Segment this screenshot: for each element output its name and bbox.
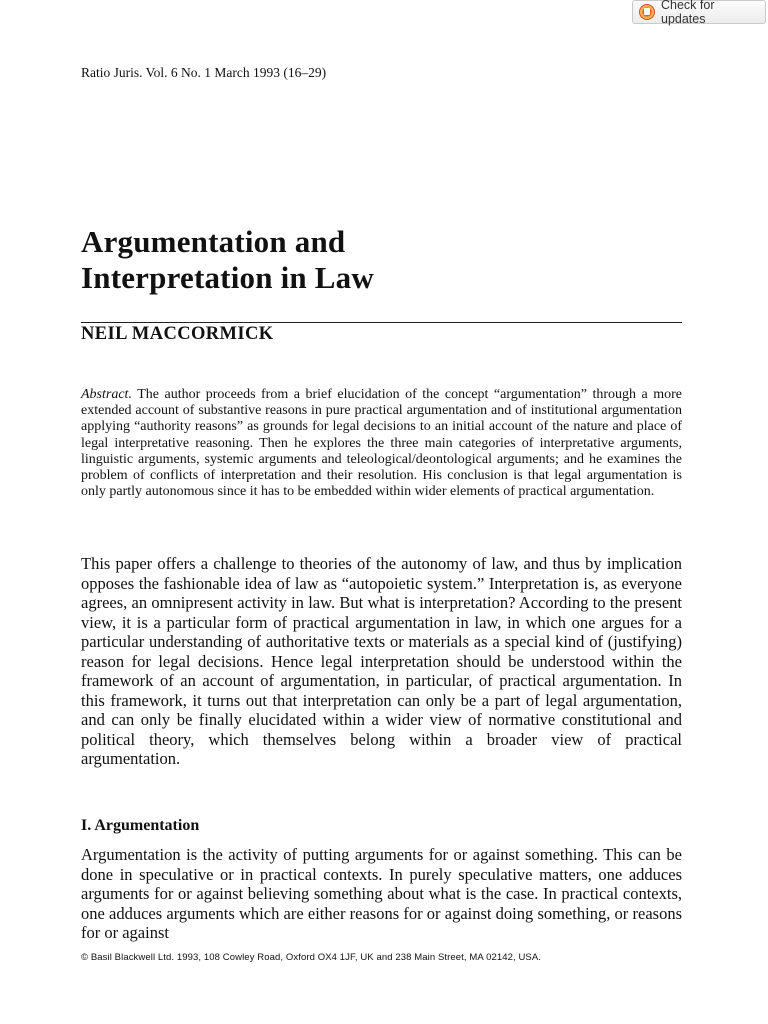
check-for-updates-icon <box>639 4 655 20</box>
article-title <box>81 224 682 296</box>
author-name: NEIL MACCORMICK <box>81 324 274 344</box>
abstract-text: The author proceeds from a brief elucidation of the concept “argumentation” through a more extended account of substantive reasons in pure practical argumentation and of institutional argumentation applying “authority reasons” as grounds for legal decisions to an initial account of the nature and place of legal interpretative reasoning. Then he explores the three main categories of interpretative arguments, linguistic arguments, systemic arguments and teleological/deontological arguments; and he examines the problem of conflicts of interpretation and their resolution. His conclusion is that legal argumentation is only partly autonomous since it has to be embedded within wider elements of practical argumentation. <box>81 387 682 500</box>
abstract-label: Abstract. <box>81 387 132 402</box>
title-line-1: Argumentation and <box>81 224 346 259</box>
title-rule <box>81 322 682 323</box>
journal-citation: Ratio Juris. Vol. 6 No. 1 March 1993 (16–29) <box>81 65 327 80</box>
abstract <box>81 387 682 500</box>
check-for-updates-label: Check for updates <box>661 0 715 26</box>
intro-paragraph: This paper offers a challenge to theories of the autonomy of law, and thus by implication opposes the fashionable idea of law as “autopoietic system.” Interpretation is, as everyone agrees, an omnipresent activity in law. But what is interpretation? According to the present view, it is a particular form of practical argumentation in law, in which one argues for a particular understanding of authoritative texts or materials as a special kind of (justifying) reason for legal decisions. Hence legal interpretation should be understood within the framework of an account of argumentation, in particular, of practical argumentation. In this framework, it turns out that interpretation can only be a part of legal argumentation, and can only be finally elucidated within a wider view of normative constitutional and political theory, which themselves belong within a broader view of practical argumentation. <box>81 554 682 768</box>
check-for-updates-button[interactable] <box>632 0 766 24</box>
title-line-2: Interpretation in Law <box>81 260 374 295</box>
section-heading: I. Argumentation <box>81 817 200 834</box>
author-row <box>81 322 682 348</box>
copyright-footer: © Basil Blackwell Ltd. 1993, 108 Cowley Road, Oxford OX4 1JF, UK and 238 Main Street, MA 02142, USA. <box>81 952 542 963</box>
section-paragraph: Argumentation is the activity of putting arguments for or against something. This can be done in speculative or in practical contexts. In purely speculative matters, one adduces arguments for or against believing something about what is the case. In practical contexts, one adduces arguments which are either reasons for or against doing something, or reasons for or against <box>81 845 682 942</box>
